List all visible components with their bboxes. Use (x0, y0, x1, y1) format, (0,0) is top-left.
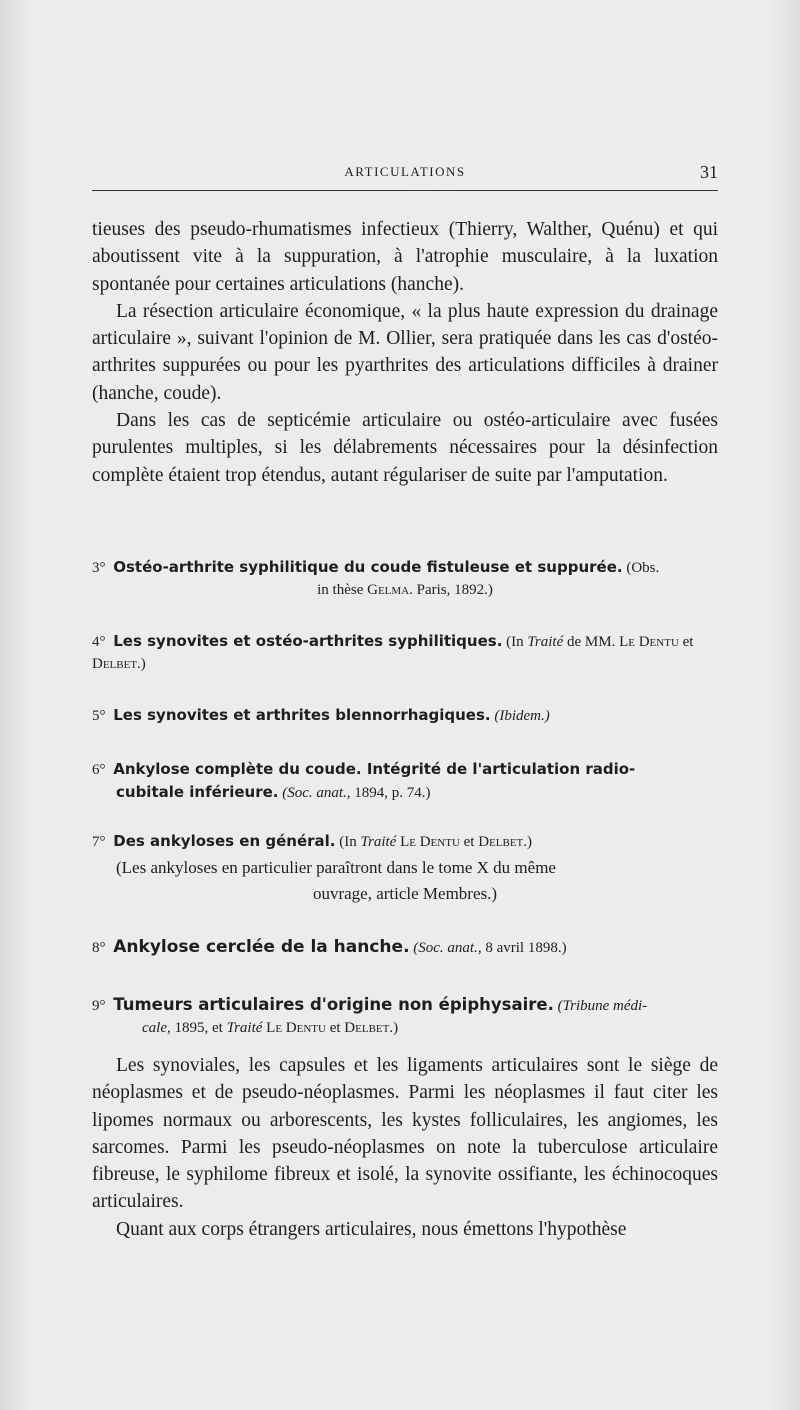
paragraph-neoplasmes: Les synoviales, les capsules et les ligaments articulaires sont le siège de néoplasmes et de pseudo-néoplasmes. Parmi les néoplasmes il faut citer les lipomes normaux ou arborescents, les kystes folliculaires, les angiomes, les sarcomes. Parmi les pseudo-néoplasmes on note la tuberculose articulaire fibreuse, le syphilome fibreux et isolé, la synovite ossifiante, les échinocoques articulaires. (92, 1055, 718, 1213)
list-item: 3° Ostéo-arthrite syphilitique du coude fistuleuse et suppurée. (Obs. in thèse Gelma. Paris, 1892.) (92, 558, 660, 598)
paragraph-continuation: tieuses des pseudo-rhumatismes infectieux (Thierry, Walther, Quénu) et qui aboutissent vite à la suppuration, à l'atrophie musculaire, à la luxation spontanée pour certaines articulations (hanche). (92, 219, 718, 295)
item-title: Ankylose complète du coude. Intégrité de l'articulation radio- (113, 760, 636, 778)
item-title: Ostéo-arthrite syphilitique du coude fistuleuse et suppurée. (113, 558, 623, 576)
list-item: 9° Tumeurs articulaires d'origine non épiphysaire. (Tribune médi- cale, 1895, et Traité Le Dentu et Delbet.) (92, 995, 648, 1036)
list-item: 8° Ankylose cerclée de la hanche. (Soc. anat., 8 avril 1898.) (92, 937, 567, 957)
list-item: 4° Les synovites et ostéo-arthrites syphilitiques. (In Traité de MM. Le Dentu et Delbet.) (92, 632, 694, 672)
item-title: Les synovites et arthrites blennorrhagiques. (113, 706, 491, 724)
body-text-top (92, 216, 718, 489)
paragraph-resection: La résection articulaire économique, « la plus haute expression du drainage articulaire », suivant l'opinion de M. Ollier, sera pratiquée dans les cas d'ostéo-arthrites suppurées ou pour les pyarthrites des articulations difficiles à drainer (hanche, coude). (92, 300, 718, 404)
page-header (92, 160, 718, 191)
item-title: Des ankyloses en général. (113, 832, 336, 850)
item-title: Tumeurs articulaires d'origine non épiphysaire. (113, 995, 554, 1014)
item-title: Ankylose cerclée de la hanche. (113, 937, 410, 957)
item-title: Les synovites et ostéo-arthrites syphilitiques. (113, 632, 503, 650)
running-title: ARTICULATIONS (344, 164, 466, 179)
list-item: 6° Ankylose complète du coude. Intégrité de l'articulation radio- cubitale inférieure. (Soc. anat., 1894, p. 74.) (92, 760, 636, 801)
list-item: 5° Les synovites et arthrites blennorrhagiques. (Ibidem.) (92, 706, 550, 724)
paragraph-corps-etrangers: Quant aux corps étrangers articulaires, nous émettons l'hypothèse (116, 1218, 627, 1240)
body-text-bottom (92, 1052, 718, 1243)
page-number: 31 (700, 162, 718, 182)
paragraph-septicemie: Dans les cas de septicémie articulaire ou ostéo-articulaire avec fusées purulentes multiples, si les délabrements nécessaires pour la désinfection complète étaient trop étendus, autant régulariser de suite par l'amputation. (92, 410, 718, 486)
list-item: 7° Des ankyloses en général. (In Traité Le Dentu et Delbet.) (Les ankyloses en particulier paraîtront dans le tome X du même ouvrage, article Membres.) (92, 832, 556, 903)
